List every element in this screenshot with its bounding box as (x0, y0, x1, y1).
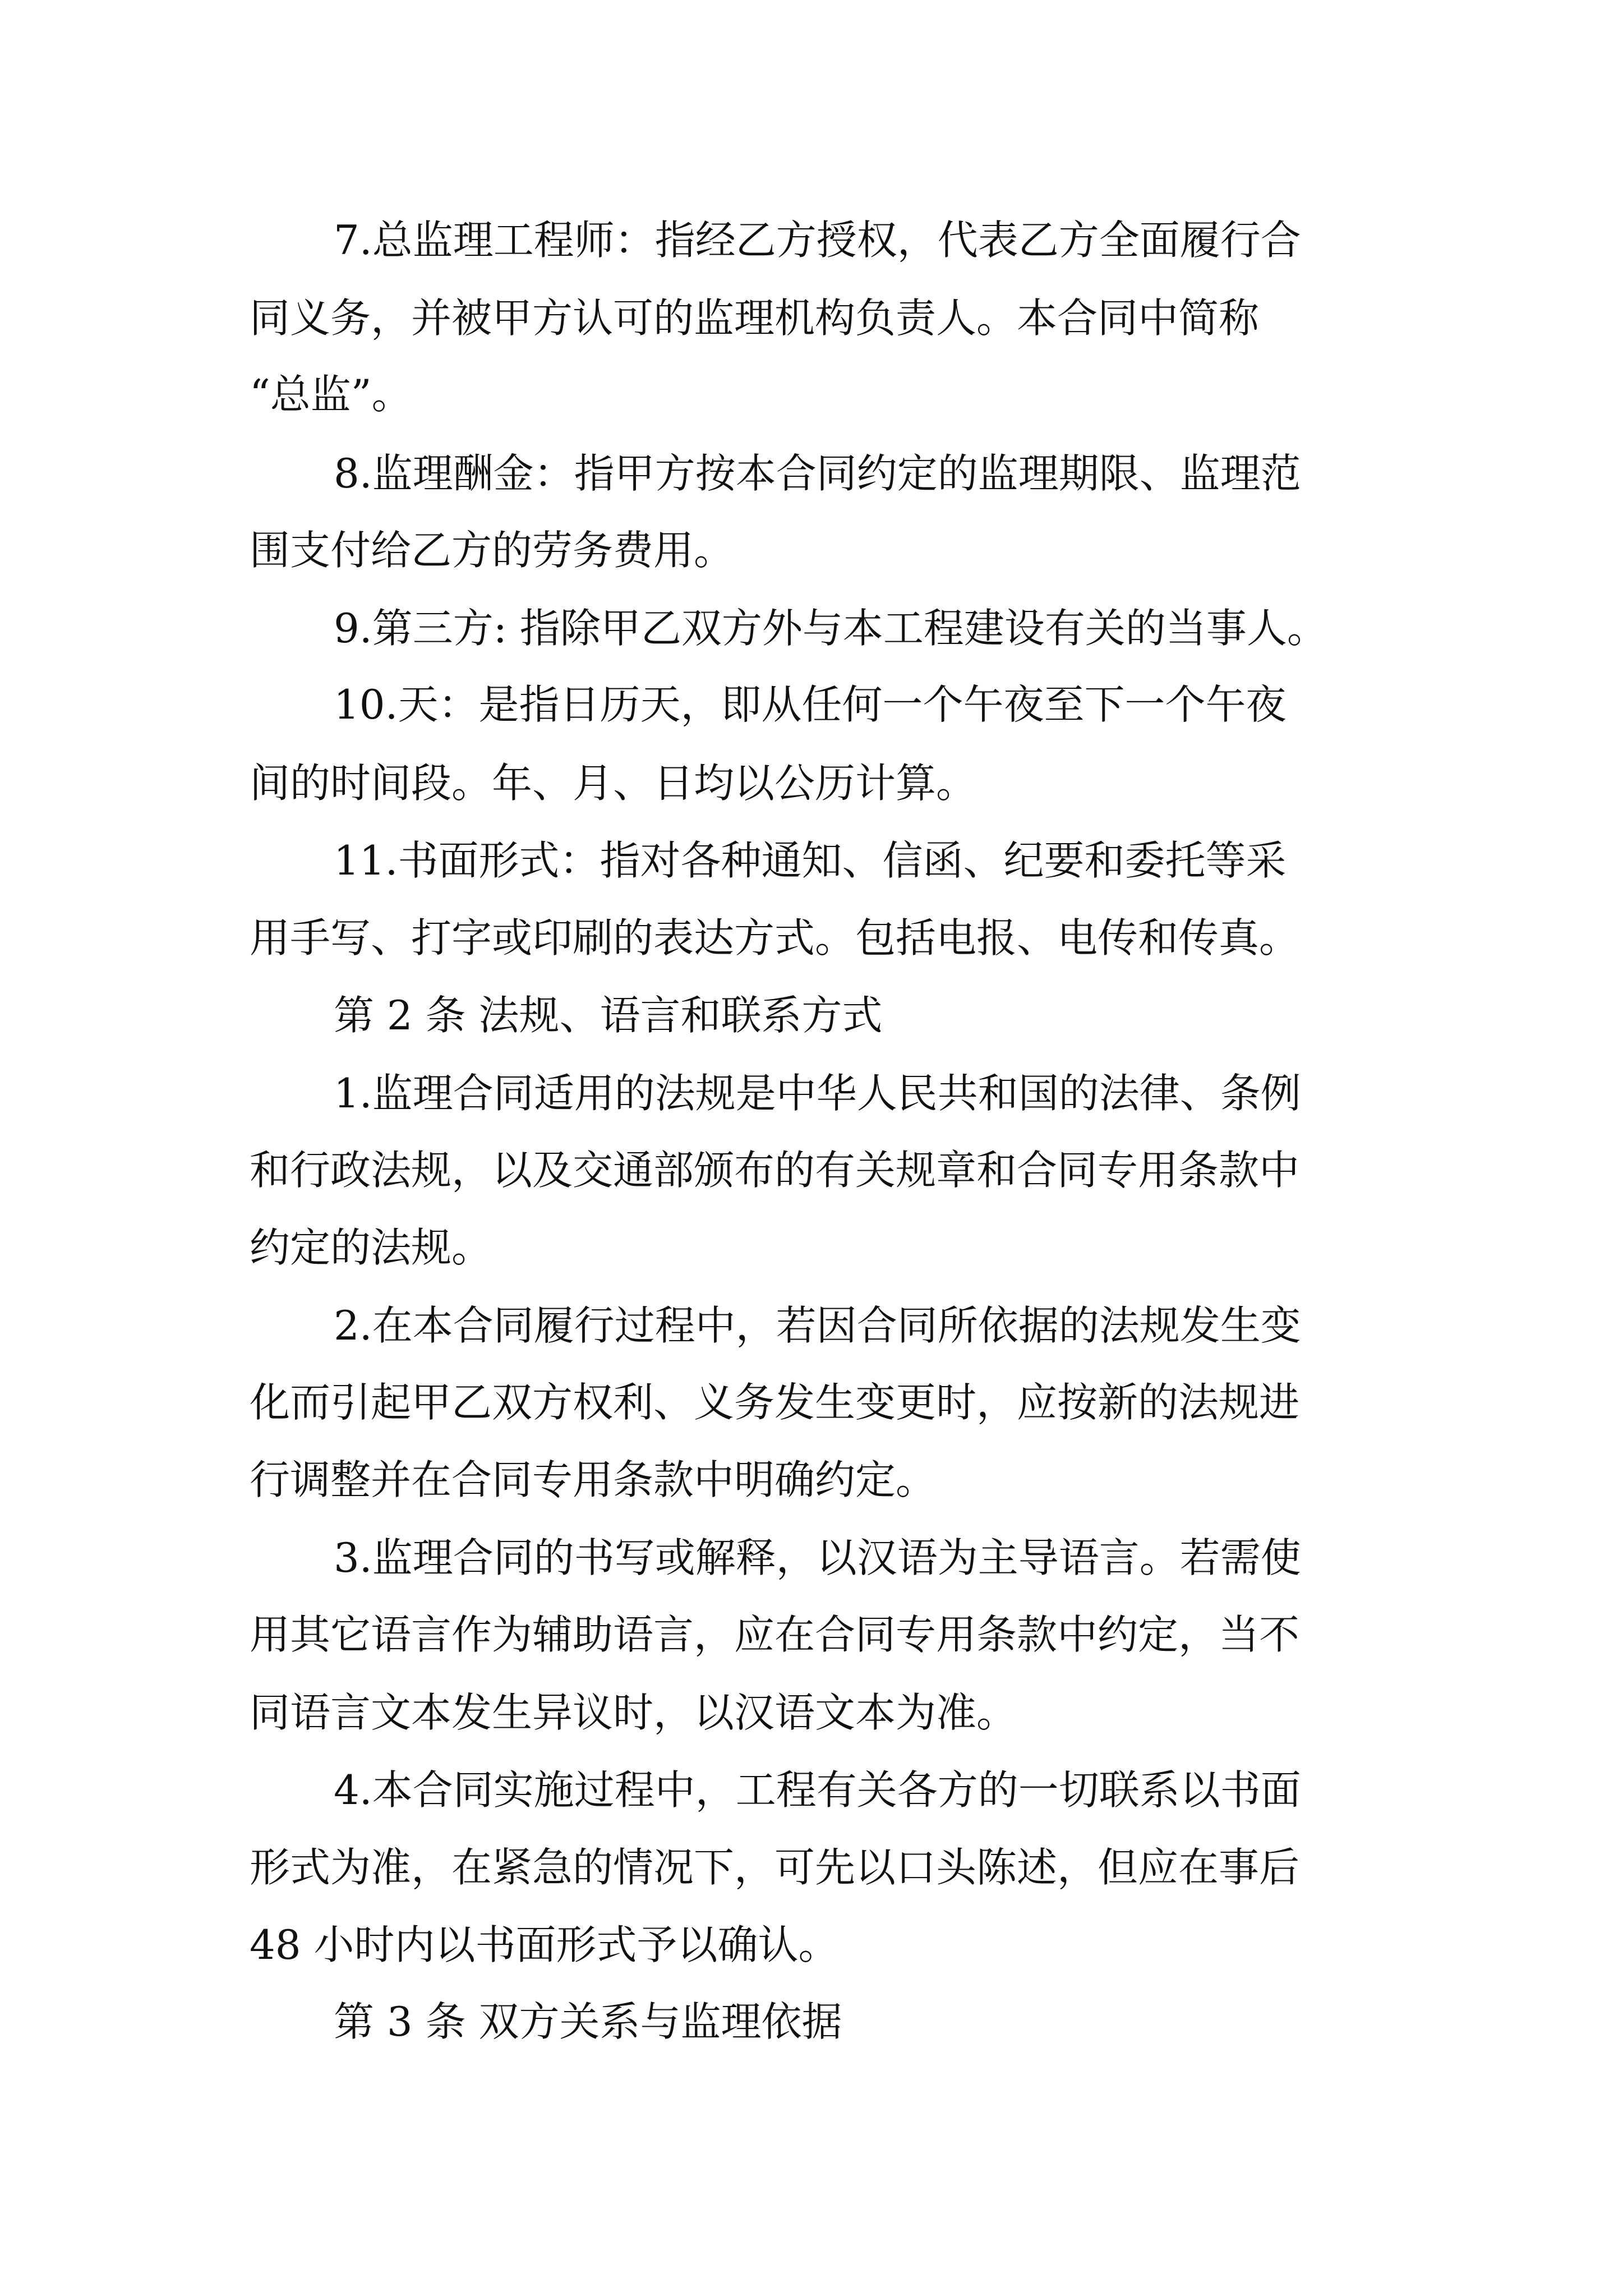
text-line: 4.本合同实施过程中，工程有关各方的一切联系以书面 (334, 1766, 1301, 1814)
text-line: 化而引起甲乙双方权利、义务发生变更时，应按新的法规进 (250, 1379, 1300, 1426)
text-line: 3.监理合同的书写或解释，以汉语为主导语言。若需使 (334, 1534, 1301, 1581)
text-line: 形式为准，在紧急的情况下，可先以口头陈述，但应在事后 (250, 1844, 1300, 1891)
text-line: 8.监理酬金：指甲方按本合同约定的监理期限、监理范 (334, 450, 1301, 497)
text-line: 9.第三方: 指除甲乙双方外与本工程建设有关的当事人。 (334, 605, 1327, 652)
text-line: 同语言文本发生异议时，以汉语文本为准。 (250, 1689, 1017, 1736)
section-heading: 第 3 条 双方关系与监理依据 (334, 1998, 842, 2045)
text-line: 同义务，并被甲方认可的监理机构负责人。本合同中简称 (250, 295, 1260, 342)
text-line: 1.监理合同适用的法规是中华人民共和国的法律、条例 (334, 1070, 1301, 1117)
text-line: 用其它语言作为辅助语言，应在合同专用条款中约定，当不 (250, 1611, 1300, 1658)
text-line: 11.书面形式：指对各种通知、信函、纪要和委托等采 (334, 837, 1287, 884)
text-line: 和行政法规，以及交通部颁布的有关规章和合同专用条款中 (250, 1147, 1300, 1194)
text-line: 用手写、打字或印刷的表达方式。包括电报、电传和传真。 (250, 914, 1300, 961)
text-line: 48 小时内以书面形式予以确认。 (250, 1921, 839, 1968)
section-heading: 第 2 条 法规、语言和联系方式 (334, 992, 883, 1039)
text-line: 7.总监理工程师：指经乙方授权，代表乙方全面履行合 (334, 217, 1301, 264)
text-line: 10.天：是指日历天，即从任何一个午夜至下一个午夜 (334, 681, 1287, 728)
text-line: 2.在本合同履行过程中，若因合同所依据的法规发生变 (334, 1302, 1301, 1349)
text-line: 行调整并在合同专用条款中明确约定。 (250, 1456, 937, 1503)
text-line: 约定的法规。 (250, 1224, 492, 1271)
text-line: “总监”。 (250, 371, 412, 418)
text-line: 围支付给乙方的劳务费用。 (250, 527, 735, 574)
text-line: 间的时间段。年、月、日均以公历计算。 (250, 760, 977, 807)
